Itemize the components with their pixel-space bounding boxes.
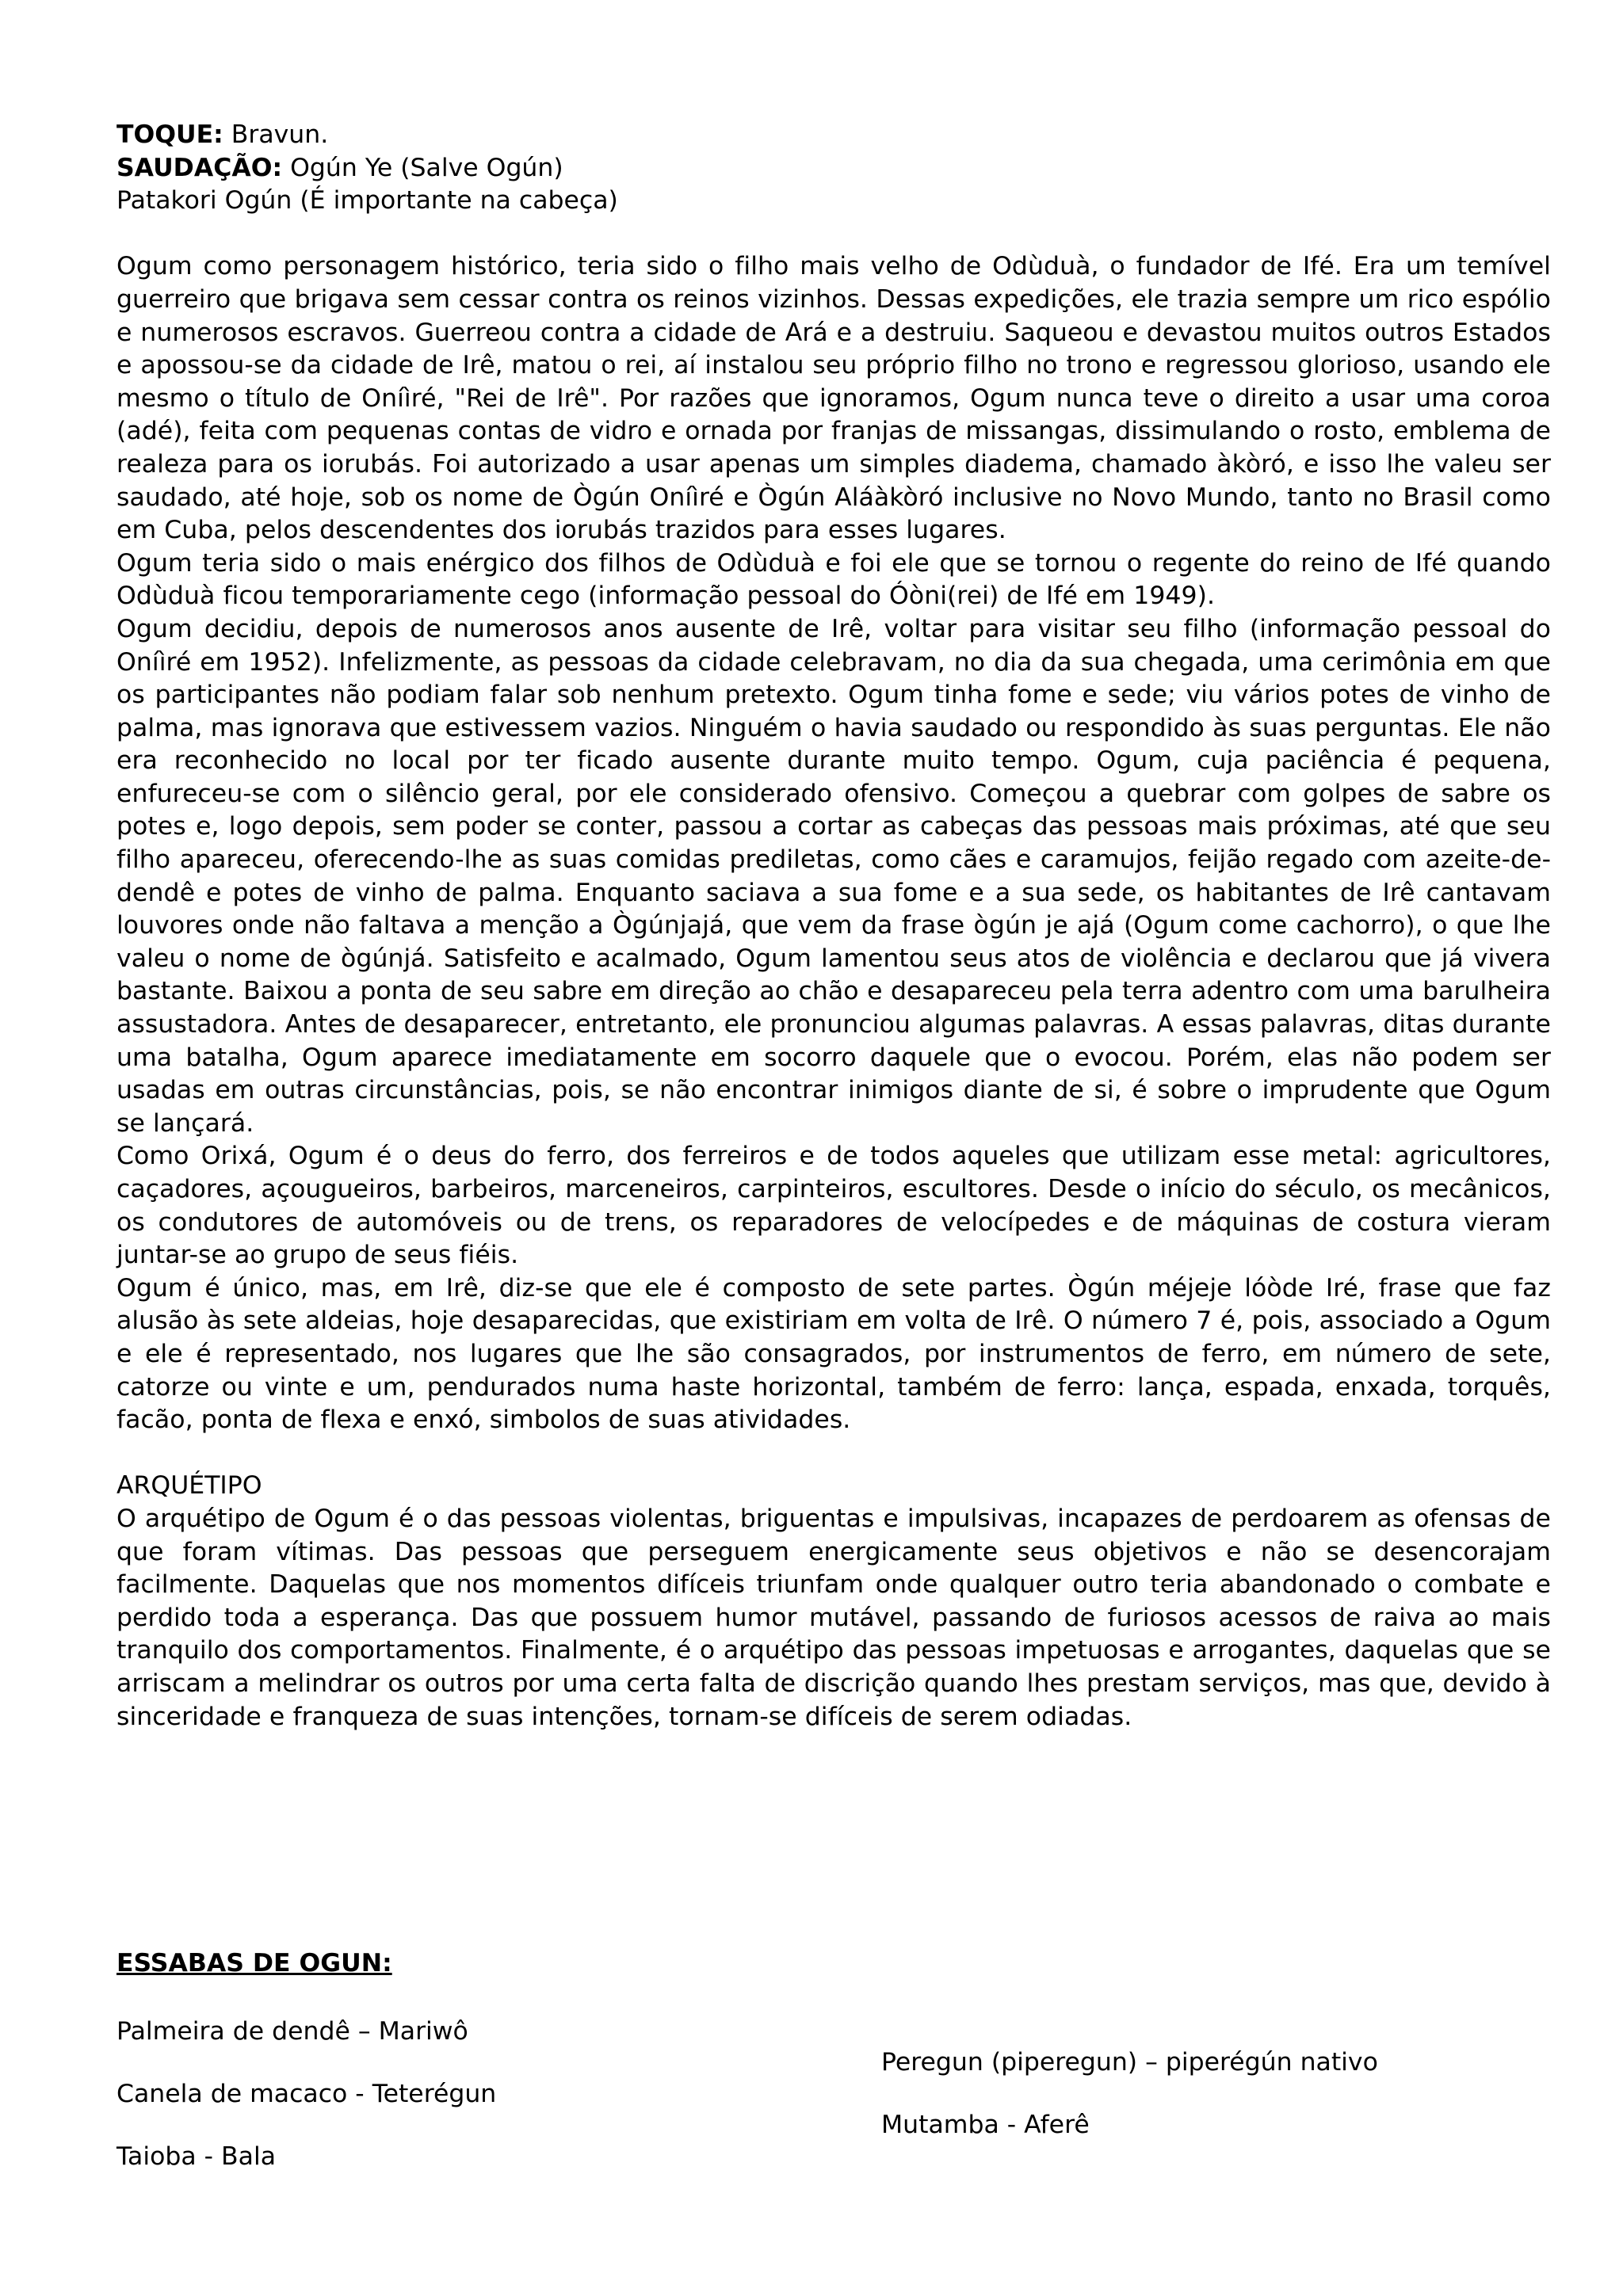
archetype-paragraph: O arquétipo de Ogum é o das pessoas violentas, briguentas e impulsivas, incapazes de perdoarem as ofensas de que foram vítimas. Das pessoas que perseguem energicamente seus objetivos e não se desencorajam facilmente. Daquelas que nos momentos difíceis triunfam onde qualquer outro teria abandonado o combate e perdido toda a esperança. Das que possuem humor mutável, passando de furiosos acessos de raiva ao mais tranquilo dos comportamentos. Finalmente, é o arquétipo das pessoas impetuosas e arrogantes, daquelas que se arriscam a melindrar os outros por uma certa falta de discrição quando lhes prestam serviços, mas que, devido à sinceridade e franqueza de suas intenções, tornam-se difíceis de serem odiadas.: [116, 1504, 1551, 1731]
plant-item: Taioba - Bala: [116, 2142, 277, 2171]
toque-label: TOQUE:: [116, 120, 223, 149]
archetype-title: ARQUÉTIPO: [116, 1471, 262, 1501]
saudacao-line: [116, 152, 1551, 185]
paragraph-return: Ogum decidiu, depois de numerosos anos ausente de Irê, voltar para visitar seu filho (informação pessoal do Oníìré em 1952). Infelizmente, as pessoas da cidade celebravam, no dia da sua chegada, uma cerimônia em que os participantes não podiam falar sob nenhum pretexto. Ogum tinha fome e sede; viu vários potes de vinho de palma, mas ignorava que estivessem vazios. Ninguém o havia saudado ou respondido às suas perguntas. Ele não era reconhecido no local por ter ficado ausente durante muito tempo. Ogum, cuja paciência é pequena, enfureceu-se com o silêncio geral, por ele considerado ofensivo. Começou a quebrar com golpes de sabre os potes e, logo depois, sem poder se conter, passou a cortar as cabeças das pessoas mais próximas, até que seu filho apareceu, oferecendo-lhe as suas comidas prediletas, como cães e caramujos, feijão regado com azeite-de-dendê e potes de vinho de palma. Enquanto saciava a sua fome e a sua sede, os habitantes de Irê cantavam louvores onde não faltava a menção a Ògúnjajá, que vem da frase ògún je ajá (Ogum come cachorro), o que lhe valeu o nome de ògúnjá. Satisfeito e acalmado, Ogum lamentou seus atos de violência e declarou que já vivera bastante. Baixou a ponta de seu sabre em direção ao chão e desapareceu pela terra adentro com uma barulheira assustadora. Antes de desaparecer, entretanto, ele pronunciou algumas palavras. A essas palavras, ditas durante uma batalha, Ogum aparece imediatamente em socorro daquele que o evocou. Porém, elas não podem ser usadas em outras circunstâncias, pois, se não encontrar inimigos diante de si, é sobre o imprudente que Ogum se lançará.: [116, 614, 1551, 1138]
paragraph-regent: Ogum teria sido o mais enérgico dos filhos de Odùduà e foi ele que se tornou o regente do reino de Ifé quando Odùduà ficou temporariamente cego (informação pessoal do Óòni(rei) de Ifé em 1949).: [116, 548, 1551, 611]
plant-item: Peregun (piperegun) – piperégún nativo: [881, 2048, 1378, 2077]
paragraph-seven-parts: Ogum é único, mas, em Irê, diz-se que ele é composto de sete partes. Ògún méjeje lóòde Iré, frase que faz alusão às sete aldeias, hoje desaparecidas, que existiriam em volta de Irê. O número 7 é, pois, associado a Ogum e ele é representado, nos lugares que lhe são consagrados, por instrumentos de ferro, em número de sete, catorze ou vinte e um, pendurados numa haste horizontal, também de ferro: lança, espada, enxada, torquês, facão, ponta de flexa e enxó, simbolos de suas atividades.: [116, 1273, 1551, 1435]
spacer: [116, 218, 1551, 251]
patakori-line: Patakori Ogún (É importante na cabeça): [116, 186, 618, 215]
plant-item: Mutamba - Aferê: [881, 2111, 1090, 2139]
paragraph-history: Ogum como personagem histórico, teria sido o filho mais velho de Odùduà, o fundador de Ifé. Era um temível guerreiro que brigava sem cessar contra os reinos vizinhos. Dessas expedições, ele trazia sempre um rico espólio e numerosos escravos. Guerreou contra a cidade de Ará e a destruiu. Saqueou e devastou muitos outros Estados e apossou-se da cidade de Irê, matou o rei, aí instalou seu próprio filho no trono e regressou glorioso, usando ele mesmo o título de Oníìré, "Rei de Irê". Por razões que ignoramos, Ogum nunca teve o direito a usar uma coroa (adé), feita com pequenas contas de vidro e ornada por franjas de missangas, dissimulando o rosto, emblema de realeza para os iorubás. Foi autorizado a usar apenas um simples diadema, chamado àkòró, e isso lhe valeu ser saudado, até hoje, sob os nome de Ògún Oníìré e Ògún Aláàkòró inclusive no Novo Mundo, tanto no Brasil como em Cuba, pelos descendentes dos iorubás trazidos para esses lugares.: [116, 252, 1551, 545]
essabas-heading: ESSABAS DE OGUN:: [116, 1949, 392, 1978]
plant-item: Palmeira de dendê – Mariwô: [116, 2017, 468, 2046]
saudacao-label: SAUDAÇÃO:: [116, 153, 283, 182]
plant-item: Canela de macaco - Teterégun: [116, 2080, 497, 2108]
toque-value: Bravun.: [223, 120, 329, 149]
toque-line: [116, 119, 1551, 152]
saudacao-value: Ogún Ye (Salve Ogún): [282, 153, 563, 182]
paragraph-orixa: Como Orixá, Ogum é o deus do ferro, dos ferreiros e de todos aqueles que utilizam esse metal: agricultores, caçadores, açougueiros, barbeiros, marceneiros, carpinteiros, escultores. Desde o início do século, os mecânicos, os condutores de automóveis ou de trens, os reparadores de velocípedes e de máquinas de costura vieram juntar-se ao grupo de seus fiéis.: [116, 1142, 1551, 1270]
document-body: [116, 119, 1551, 1733]
spacer: [116, 1437, 1551, 1470]
